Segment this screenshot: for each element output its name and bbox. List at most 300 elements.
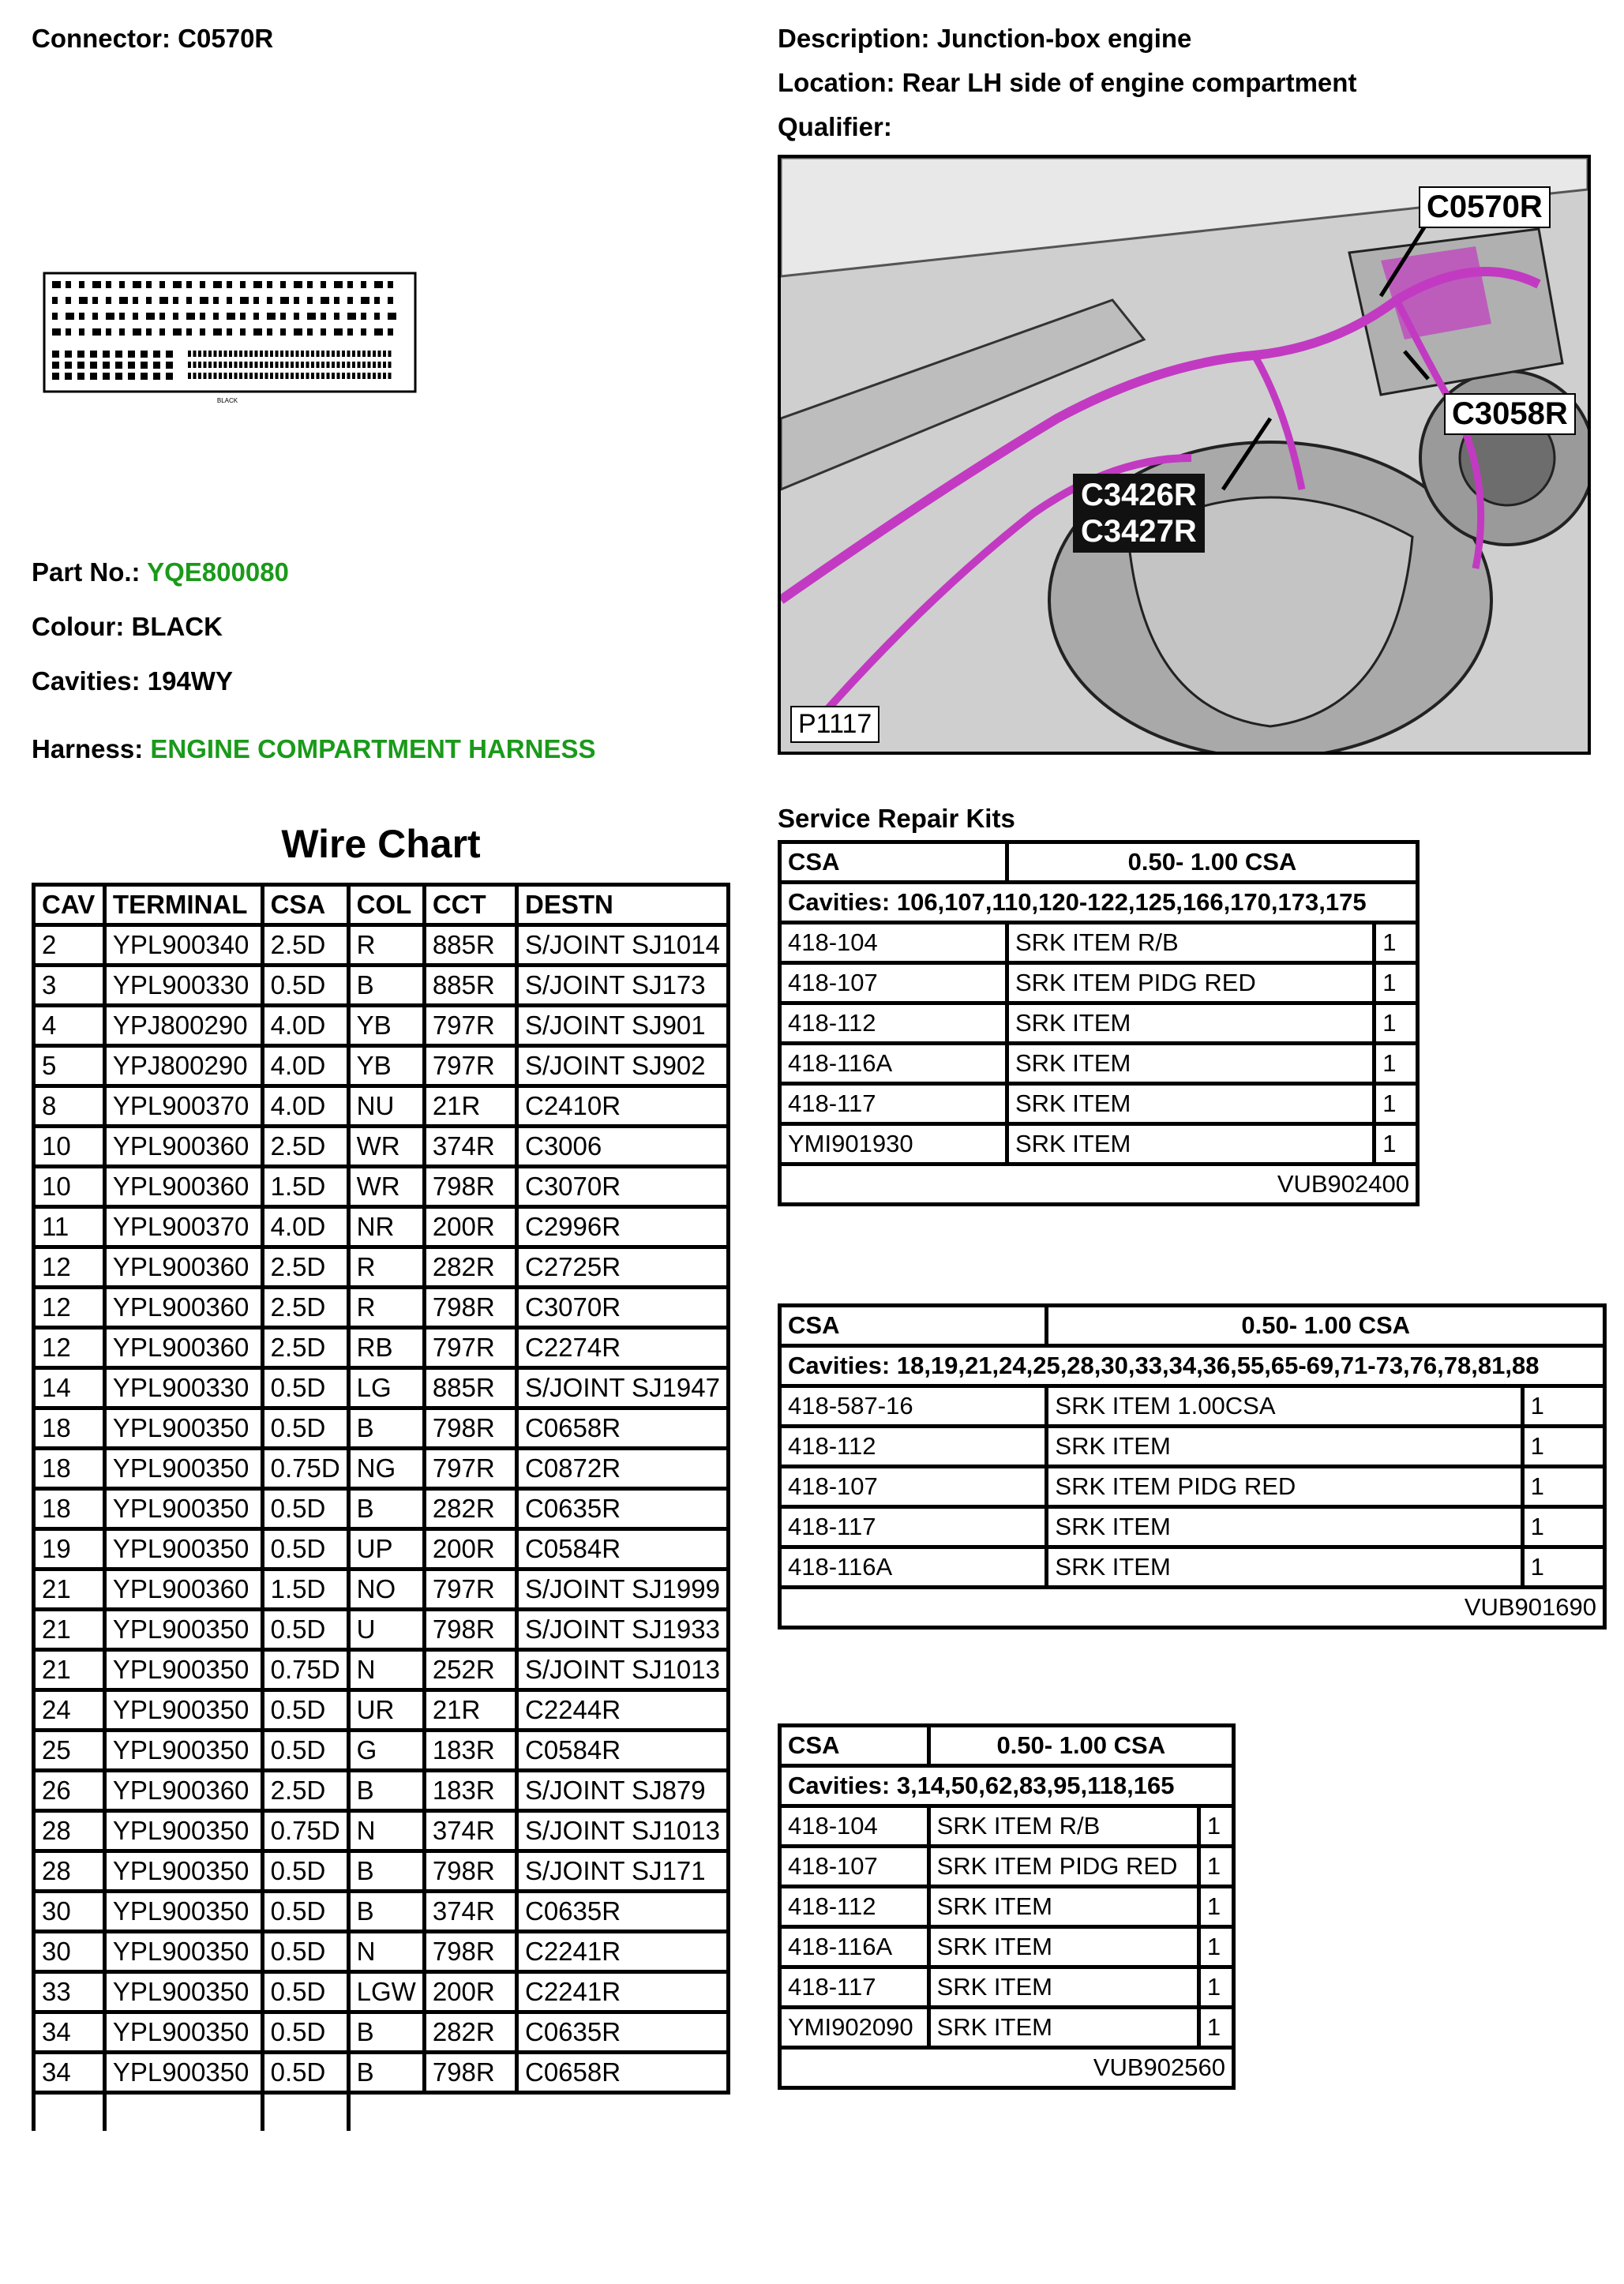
harness-value: ENGINE COMPARTMENT HARNESS — [150, 734, 596, 763]
cell-terminal: YPL900360 — [104, 1570, 262, 1610]
cell-cav: 2 — [34, 925, 105, 966]
cell-cct: 885R — [424, 1368, 516, 1408]
cell-csa: 0.5D — [262, 2012, 348, 2053]
table-row — [34, 1731, 729, 1771]
cell-col: B — [348, 1489, 424, 1529]
callout-c3058r: C3058R — [1444, 393, 1576, 435]
cell-terminal: YPL900350 — [104, 1892, 262, 1932]
cell-destn: S/JOINT SJ902 — [516, 1046, 728, 1086]
location-photo — [778, 155, 1591, 755]
kit-qty: 1 — [1375, 923, 1418, 963]
kit-1-csa-label: CSA — [780, 842, 1007, 883]
kit-qty: 1 — [1198, 1927, 1233, 1967]
kit-part-no: 418-117 — [780, 1507, 1047, 1547]
description-label: Description: — [778, 24, 930, 53]
cell-destn: C0635R — [516, 1489, 728, 1529]
part-label: Part No.: — [32, 557, 141, 587]
cell-terminal: YPL900370 — [104, 1207, 262, 1247]
cell-terminal: YPL900350 — [104, 2053, 262, 2093]
cell-cav: 10 — [34, 1167, 105, 1207]
kit-qty: 1 — [1522, 1547, 1604, 1588]
cell-cct: 252R — [424, 1650, 516, 1690]
cell-col: B — [348, 1771, 424, 1811]
cell-cct: 885R — [424, 966, 516, 1006]
table-row — [34, 1006, 729, 1046]
cell-cct: 374R — [424, 1127, 516, 1167]
cell-cct: 798R — [424, 1932, 516, 1972]
part-value: YQE800080 — [147, 557, 289, 587]
cell-terminal: YPL900350 — [104, 1449, 262, 1489]
cell-cct: 798R — [424, 1610, 516, 1650]
cell-cct: 798R — [424, 2053, 516, 2093]
kit-item-desc: SRK ITEM — [928, 1927, 1198, 1967]
cell-col: U — [348, 1610, 424, 1650]
kit-part-no: 418-107 — [780, 1847, 929, 1887]
table-row — [34, 1328, 729, 1368]
kit-item-desc: SRK ITEM PIDG RED — [1047, 1467, 1522, 1507]
table-row — [34, 1570, 729, 1610]
cell-csa: 4.0D — [262, 1086, 348, 1127]
cell-col: WR — [348, 1127, 424, 1167]
cell-destn: S/JOINT SJ1999 — [516, 1570, 728, 1610]
cell-col: YB — [348, 1046, 424, 1086]
kit-1-csa-row — [780, 842, 1418, 883]
location-label: Location: — [778, 68, 895, 97]
kit-3-number-row — [780, 2048, 1234, 2088]
cell-cct: 21R — [424, 1690, 516, 1731]
colour-value: BLACK — [131, 612, 223, 641]
cell-destn: S/JOINT SJ171 — [516, 1851, 728, 1892]
cell-cav: 21 — [34, 1650, 105, 1690]
kit-qty: 1 — [1522, 1427, 1604, 1467]
cell-terminal: YPL900350 — [104, 1529, 262, 1570]
kit-3-csa-row — [780, 1726, 1234, 1766]
kit-item-desc: SRK ITEM — [1047, 1427, 1522, 1467]
cell-col: R — [348, 1288, 424, 1328]
cell-csa: 0.75D — [262, 1650, 348, 1690]
cell-col: N — [348, 1932, 424, 1972]
figure-id: P1117 — [790, 706, 880, 743]
harness-label: Harness: — [32, 734, 144, 763]
engine-bay-illustration — [781, 158, 1588, 752]
cell-terminal: YPL900350 — [104, 1731, 262, 1771]
srk-title: Service Repair Kits — [778, 804, 1015, 833]
cell-cct: 797R — [424, 1570, 516, 1610]
kit-item-desc: SRK ITEM R/B — [1007, 923, 1374, 963]
kit-item-desc: SRK ITEM — [1047, 1547, 1522, 1588]
wire-chart-header-row — [34, 885, 729, 925]
cell-destn: C0872R — [516, 1449, 728, 1489]
cell-cav: 28 — [34, 1811, 105, 1851]
kit-qty: 1 — [1522, 1386, 1604, 1427]
cell-terminal: YPL900340 — [104, 925, 262, 966]
header-cav: CAV — [34, 885, 105, 925]
cell-terminal: YPL900350 — [104, 1811, 262, 1851]
kit-2-csa-value: 0.50- 1.00 CSA — [1047, 1306, 1605, 1346]
kit-part-no: 418-107 — [780, 1467, 1047, 1507]
kit-3-cavities-row — [780, 1766, 1234, 1806]
list-item — [780, 1507, 1605, 1547]
kit-3-csa-label: CSA — [780, 1726, 929, 1766]
cell-terminal: YPJ800290 — [104, 1046, 262, 1086]
table-row — [34, 2053, 729, 2093]
colour-label: Colour: — [32, 612, 125, 641]
cell-cav: 28 — [34, 1851, 105, 1892]
table-row — [34, 1932, 729, 1972]
cell-cav: 33 — [34, 1972, 105, 2012]
header-cct: CCT — [424, 885, 516, 925]
table-row — [34, 1408, 729, 1449]
cell-terminal: YPL900330 — [104, 966, 262, 1006]
kit-item-desc: SRK ITEM — [1007, 1124, 1374, 1165]
cell-cct: 200R — [424, 1207, 516, 1247]
cell-csa: 0.5D — [262, 1610, 348, 1650]
cell-cct: 797R — [424, 1046, 516, 1086]
connector-value: C0570R — [178, 24, 274, 53]
cell-terminal: YPL900350 — [104, 1932, 262, 1972]
kit-qty: 1 — [1375, 963, 1418, 1003]
kit-qty: 1 — [1198, 1887, 1233, 1927]
location-value: Rear LH side of engine compartment — [902, 68, 1357, 97]
cell-col: R — [348, 1247, 424, 1288]
cell-destn: S/JOINT SJ1933 — [516, 1610, 728, 1650]
cell-col: B — [348, 1851, 424, 1892]
srk-kit-2 — [778, 1303, 1607, 1630]
list-item — [780, 1044, 1418, 1084]
cell-cct: 374R — [424, 1811, 516, 1851]
kit-2-csa-row — [780, 1306, 1605, 1346]
cell-col: NU — [348, 1086, 424, 1127]
cavities-value: 194WY — [147, 666, 233, 696]
cell-col: LG — [348, 1368, 424, 1408]
cell-cav: 18 — [34, 1408, 105, 1449]
cell-col: UP — [348, 1529, 424, 1570]
list-item — [780, 1084, 1418, 1124]
kit-2-number: VUB901690 — [780, 1588, 1605, 1628]
description-line — [778, 24, 1191, 54]
cell-terminal: YPL900350 — [104, 1408, 262, 1449]
srk-kit-1 — [778, 840, 1420, 1206]
cell-destn: S/JOINT SJ1947 — [516, 1368, 728, 1408]
table-row — [34, 1449, 729, 1489]
cell-cav: 4 — [34, 1006, 105, 1046]
cell-terminal: YPL900350 — [104, 1972, 262, 2012]
kit-part-no: YMI902090 — [780, 2008, 929, 2048]
cell-csa: 0.75D — [262, 1449, 348, 1489]
list-item — [780, 963, 1418, 1003]
qualifier-line — [778, 112, 892, 142]
cell-csa: 0.5D — [262, 2053, 348, 2093]
cell-col: UR — [348, 1690, 424, 1731]
cell-cct: 797R — [424, 1449, 516, 1489]
cell-destn: C0658R — [516, 2053, 728, 2093]
table-row — [34, 1288, 729, 1328]
diagram-caption: BLACK — [216, 397, 238, 404]
kit-item-desc: SRK ITEM — [928, 1967, 1198, 2008]
cell-terminal: YPL900330 — [104, 1368, 262, 1408]
cell-cav: 34 — [34, 2053, 105, 2093]
cell-col: NR — [348, 1207, 424, 1247]
cell-csa: 2.5D — [262, 1288, 348, 1328]
kit-item-desc: SRK ITEM — [1007, 1084, 1374, 1124]
kit-item-desc: SRK ITEM — [1047, 1507, 1522, 1547]
cell-cav: 14 — [34, 1368, 105, 1408]
cell-cav: 30 — [34, 1892, 105, 1932]
table-row — [34, 966, 729, 1006]
location-line — [778, 68, 1356, 98]
kit-2-csa-label: CSA — [780, 1306, 1047, 1346]
cell-col: B — [348, 1892, 424, 1932]
cell-terminal: YPJ800290 — [104, 1006, 262, 1046]
list-item — [780, 1887, 1234, 1927]
kit-qty: 1 — [1522, 1507, 1604, 1547]
cell-empty — [262, 2093, 348, 2132]
list-item — [780, 1927, 1234, 1967]
kit-1-cavities: Cavities: 106,107,110,120-122,125,166,170,173,175 — [780, 883, 1418, 923]
table-row — [34, 1127, 729, 1167]
cell-destn: C2241R — [516, 1972, 728, 2012]
wire-chart-title: Wire Chart — [281, 822, 481, 866]
cell-destn: C2996R — [516, 1207, 728, 1247]
cell-destn: S/JOINT SJ1013 — [516, 1650, 728, 1690]
cell-destn: C3070R — [516, 1167, 728, 1207]
cell-cav: 3 — [34, 966, 105, 1006]
list-item — [780, 1003, 1418, 1044]
table-row — [34, 1046, 729, 1086]
cell-empty — [104, 2093, 262, 2132]
kit-item-desc: SRK ITEM — [928, 1887, 1198, 1927]
cell-terminal: YPL900350 — [104, 1650, 262, 1690]
kit-part-no: 418-112 — [780, 1887, 929, 1927]
cell-destn: C3006 — [516, 1127, 728, 1167]
cell-terminal: YPL900360 — [104, 1328, 262, 1368]
cell-terminal: YPL900350 — [104, 1690, 262, 1731]
header-csa: CSA — [262, 885, 348, 925]
cell-cav: 12 — [34, 1247, 105, 1288]
cell-csa: 0.5D — [262, 966, 348, 1006]
cell-cct: 200R — [424, 1972, 516, 2012]
cell-terminal: YPL900350 — [104, 1851, 262, 1892]
table-row — [34, 1851, 729, 1892]
kit-part-no: 418-104 — [780, 923, 1007, 963]
cell-destn: C2410R — [516, 1086, 728, 1127]
cavities-label: Cavities: — [32, 666, 141, 696]
kit-part-no: 418-116A — [780, 1547, 1047, 1588]
cell-destn: C2274R — [516, 1328, 728, 1368]
cell-destn: S/JOINT SJ1013 — [516, 1811, 728, 1851]
cell-csa: 0.5D — [262, 1408, 348, 1449]
part-line — [32, 557, 289, 587]
list-item — [780, 2008, 1234, 2048]
cell-col: G — [348, 1731, 424, 1771]
cell-col: NG — [348, 1449, 424, 1489]
kit-item-desc: SRK ITEM R/B — [928, 1806, 1198, 1847]
kit-item-desc: SRK ITEM PIDG RED — [928, 1847, 1198, 1887]
cell-csa: 4.0D — [262, 1006, 348, 1046]
cell-cav: 12 — [34, 1288, 105, 1328]
kit-1-cavities-row — [780, 883, 1418, 923]
cell-destn: C0635R — [516, 2012, 728, 2053]
cell-cct: 21R — [424, 1086, 516, 1127]
cell-csa: 1.5D — [262, 1167, 348, 1207]
kit-part-no: 418-107 — [780, 963, 1007, 1003]
cell-csa: 2.5D — [262, 925, 348, 966]
kit-part-no: 418-112 — [780, 1003, 1007, 1044]
cell-col: R — [348, 925, 424, 966]
cell-cct: 798R — [424, 1408, 516, 1449]
kit-3-csa-value: 0.50- 1.00 CSA — [928, 1726, 1233, 1766]
callout-c3426r-c3427r — [1073, 474, 1205, 553]
cell-col: WR — [348, 1167, 424, 1207]
cell-col: RB — [348, 1328, 424, 1368]
cavities-line — [32, 666, 233, 696]
cell-cct: 798R — [424, 1167, 516, 1207]
table-row — [34, 1811, 729, 1851]
kit-part-no: 418-116A — [780, 1927, 929, 1967]
colour-line — [32, 612, 223, 642]
kit-1-csa-value: 0.50- 1.00 CSA — [1007, 842, 1417, 883]
cell-csa: 0.75D — [262, 1811, 348, 1851]
cell-destn: C2244R — [516, 1690, 728, 1731]
cell-csa: 0.5D — [262, 1489, 348, 1529]
cell-destn: S/JOINT SJ901 — [516, 1006, 728, 1046]
kit-part-no: YMI901930 — [780, 1124, 1007, 1165]
cell-col: LGW — [348, 1972, 424, 2012]
kit-qty: 1 — [1375, 1124, 1418, 1165]
kit-3-cavities: Cavities: 3,14,50,62,83,95,118,165 — [780, 1766, 1234, 1806]
cell-cav: 21 — [34, 1570, 105, 1610]
cell-csa: 4.0D — [262, 1046, 348, 1086]
kit-qty: 1 — [1375, 1003, 1418, 1044]
list-item — [780, 1386, 1605, 1427]
cell-destn: C0658R — [516, 1408, 728, 1449]
cell-csa: 4.0D — [262, 1207, 348, 1247]
kit-item-desc: SRK ITEM PIDG RED — [1007, 963, 1374, 1003]
cell-cav: 34 — [34, 2012, 105, 2053]
cell-cct: 797R — [424, 1006, 516, 1046]
table-row — [34, 1892, 729, 1932]
cell-cav: 10 — [34, 1127, 105, 1167]
harness-line — [32, 734, 595, 764]
table-row — [34, 1247, 729, 1288]
table-row — [34, 1650, 729, 1690]
cell-csa: 0.5D — [262, 1972, 348, 2012]
cell-terminal: YPL900360 — [104, 1167, 262, 1207]
cell-col: N — [348, 1650, 424, 1690]
connector-face-diagram — [30, 272, 425, 404]
srk-kit-3 — [778, 1723, 1236, 2090]
list-item — [780, 1427, 1605, 1467]
cell-destn: C3070R — [516, 1288, 728, 1328]
cell-cav: 19 — [34, 1529, 105, 1570]
cell-cct: 885R — [424, 925, 516, 966]
cell-col: YB — [348, 1006, 424, 1046]
kit-qty: 1 — [1522, 1467, 1604, 1507]
cell-destn: S/JOINT SJ879 — [516, 1771, 728, 1811]
cell-csa: 2.5D — [262, 1127, 348, 1167]
cell-terminal: YPL900360 — [104, 1247, 262, 1288]
table-row — [34, 1207, 729, 1247]
table-row — [34, 1610, 729, 1650]
cell-destn: C2241R — [516, 1932, 728, 1972]
kit-qty: 1 — [1198, 1847, 1233, 1887]
cell-cct: 798R — [424, 1288, 516, 1328]
table-row — [34, 1529, 729, 1570]
list-item — [780, 923, 1418, 963]
qualifier-label: Qualifier: — [778, 112, 892, 141]
cell-cav: 8 — [34, 1086, 105, 1127]
cell-csa: 0.5D — [262, 1892, 348, 1932]
list-item — [780, 1467, 1605, 1507]
cell-cav: 25 — [34, 1731, 105, 1771]
cell-csa: 0.5D — [262, 1932, 348, 1972]
table-row — [34, 1972, 729, 2012]
kit-2-cavities-row — [780, 1346, 1605, 1386]
cell-cav: 21 — [34, 1610, 105, 1650]
cell-cct: 183R — [424, 1731, 516, 1771]
cell-csa: 0.5D — [262, 1368, 348, 1408]
cell-csa: 0.5D — [262, 1529, 348, 1570]
cell-cav: 30 — [34, 1932, 105, 1972]
list-item — [780, 1806, 1234, 1847]
cell-cct: 282R — [424, 1489, 516, 1529]
kit-3-number: VUB902560 — [780, 2048, 1234, 2088]
cell-terminal: YPL900350 — [104, 2012, 262, 2053]
cell-col: NO — [348, 1570, 424, 1610]
cell-empty — [516, 2093, 728, 2132]
cell-csa: 2.5D — [262, 1771, 348, 1811]
list-item — [780, 1547, 1605, 1588]
cell-cct: 798R — [424, 1851, 516, 1892]
kit-qty: 1 — [1198, 2008, 1233, 2048]
cell-csa: 2.5D — [262, 1328, 348, 1368]
header-col: COL — [348, 885, 424, 925]
kit-part-no: 418-104 — [780, 1806, 929, 1847]
kit-item-desc: SRK ITEM — [928, 2008, 1198, 2048]
cell-col: B — [348, 2053, 424, 2093]
cell-terminal: YPL900350 — [104, 1489, 262, 1529]
cell-destn: C0584R — [516, 1529, 728, 1570]
cell-cct: 797R — [424, 1328, 516, 1368]
cell-empty — [34, 2093, 105, 2132]
kit-item-desc: SRK ITEM — [1007, 1044, 1374, 1084]
table-row — [34, 1690, 729, 1731]
kit-item-desc: SRK ITEM — [1007, 1003, 1374, 1044]
cell-col: B — [348, 1408, 424, 1449]
cell-col: B — [348, 966, 424, 1006]
cell-terminal: YPL900350 — [104, 1610, 262, 1650]
cell-terminal: YPL900360 — [104, 1771, 262, 1811]
callout-c3426r: C3426R — [1081, 478, 1197, 512]
cell-csa: 0.5D — [262, 1851, 348, 1892]
kit-part-no: 418-116A — [780, 1044, 1007, 1084]
cell-cav: 12 — [34, 1328, 105, 1368]
table-row — [34, 1771, 729, 1811]
cell-col: B — [348, 2012, 424, 2053]
table-row — [34, 1489, 729, 1529]
cell-cav: 26 — [34, 1771, 105, 1811]
header-destn: DESTN — [516, 885, 728, 925]
cell-col: N — [348, 1811, 424, 1851]
cell-csa: 1.5D — [262, 1570, 348, 1610]
cell-terminal: YPL900370 — [104, 1086, 262, 1127]
kit-qty: 1 — [1198, 1967, 1233, 2008]
connector-line — [32, 24, 273, 54]
table-row-empty — [34, 2093, 729, 2132]
cell-empty — [348, 2093, 424, 2132]
cell-csa: 0.5D — [262, 1690, 348, 1731]
table-row — [34, 1167, 729, 1207]
